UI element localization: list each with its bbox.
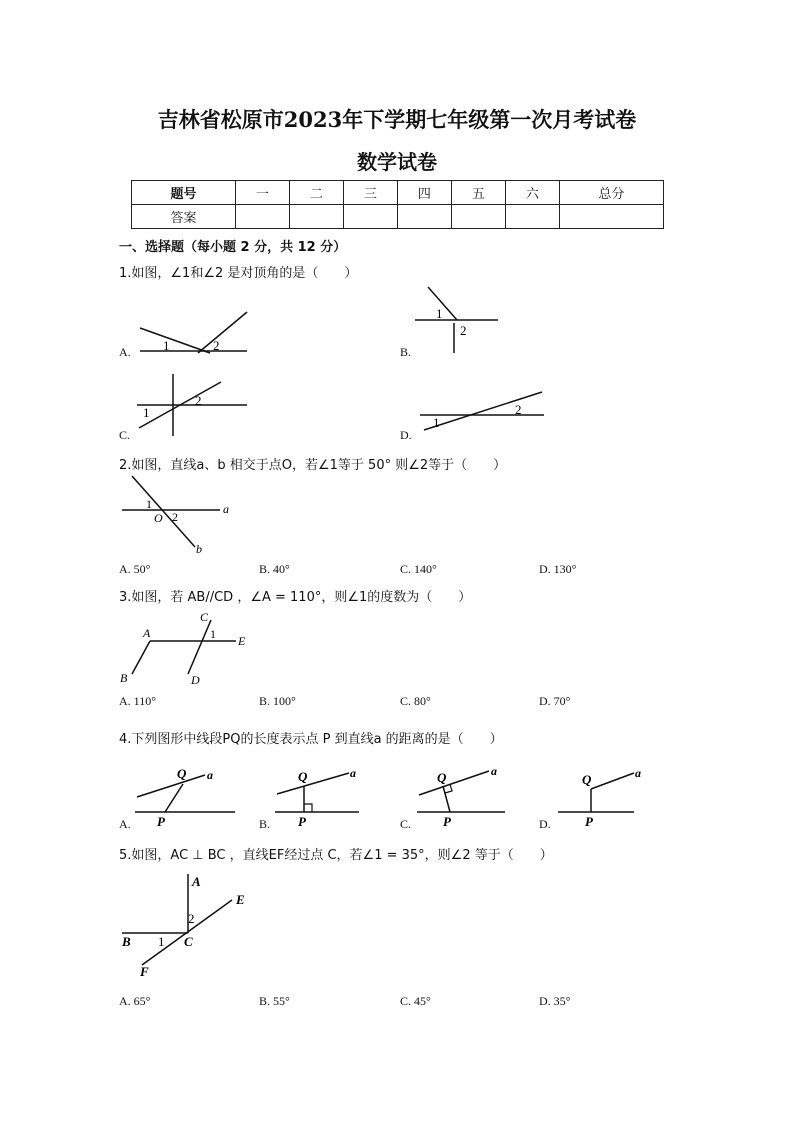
q5-option-a[interactable]: A. 65° xyxy=(119,994,151,1008)
answer-cell[interactable] xyxy=(451,205,505,229)
question-5-stem: 5.如图，AC ⊥ BC ，直线EF经过点 C，若∠1 = 35°，则∠2 等于（ ） xyxy=(119,848,553,863)
q2-option-d[interactable]: D. 130° xyxy=(539,562,577,576)
q3-option-a[interactable]: A. 110° xyxy=(119,694,157,708)
q5-option-b[interactable]: B. 55° xyxy=(259,994,290,1008)
point-label: P xyxy=(585,814,593,829)
point-label: B xyxy=(122,934,131,949)
q4-option-d[interactable]: D. xyxy=(539,817,551,831)
point-label: A xyxy=(192,874,201,889)
answer-cell[interactable] xyxy=(236,205,290,229)
point-label: Q xyxy=(582,772,592,787)
line-label: a xyxy=(207,768,213,782)
q2-option-c[interactable]: C. 140° xyxy=(400,562,437,576)
angle-label: 2 xyxy=(172,510,178,524)
exam-subtitle: 数学试卷 xyxy=(357,150,437,174)
q1-figure-c xyxy=(135,372,250,438)
line-label: a xyxy=(491,764,497,778)
q1-option-b[interactable]: B. xyxy=(400,345,412,359)
answer-cell[interactable] xyxy=(343,205,397,229)
angle-label: 2 xyxy=(213,338,220,353)
point-label: Q xyxy=(437,770,447,785)
angle-label: 1 xyxy=(436,306,443,321)
q5-option-d[interactable]: D. 35° xyxy=(539,994,571,1008)
angle-label: 2 xyxy=(515,402,522,417)
q2-option-b[interactable]: B. 40° xyxy=(259,562,290,576)
point-label: C xyxy=(184,934,193,949)
table-cell: 三 xyxy=(343,181,397,205)
q5-figure xyxy=(118,870,258,982)
table-cell: 题号 xyxy=(132,181,236,205)
score-table xyxy=(131,180,664,229)
point-label: F xyxy=(140,964,149,979)
q4-figure-d xyxy=(556,762,651,830)
q4-option-b[interactable]: B. xyxy=(259,817,271,831)
angle-label: 2 xyxy=(460,323,467,338)
point-label: E xyxy=(236,892,245,907)
answer-cell[interactable] xyxy=(559,205,663,229)
exam-title: 吉林省松原市2023年下学期七年级第一次月考试卷 xyxy=(157,107,637,132)
point-label: P xyxy=(157,814,165,829)
question-2-stem: 2.如图，直线a、b 相交于点O，若∠1等于 50° 则∠2等于（ ） xyxy=(119,458,507,473)
q1-figure-a xyxy=(135,310,255,360)
answer-cell[interactable] xyxy=(290,205,344,229)
q3-option-c[interactable]: C. 80° xyxy=(400,694,431,708)
answer-cell[interactable] xyxy=(397,205,451,229)
angle-label: 1 xyxy=(146,497,152,511)
q1-option-c[interactable]: C. xyxy=(119,428,131,442)
question-1-stem: 1.如图，∠1和∠2 是对顶角的是（ ） xyxy=(119,266,358,281)
angle-label: 1 xyxy=(210,627,216,641)
section-heading: 一、选择题（每小题 2 分，共 12 分） xyxy=(119,240,347,255)
point-label: B xyxy=(120,671,128,685)
q1-figure-d xyxy=(418,390,548,435)
q1-option-d[interactable]: D. xyxy=(400,428,412,442)
q3-option-b[interactable]: B. 100° xyxy=(259,694,296,708)
table-cell: 二 xyxy=(290,181,344,205)
point-label: Q xyxy=(177,766,187,781)
table-cell: 六 xyxy=(505,181,559,205)
table-cell: 五 xyxy=(451,181,505,205)
score-table-answer-row xyxy=(132,205,664,229)
line-label: a xyxy=(350,766,356,780)
point-label: P xyxy=(298,814,306,829)
q4-figure-b xyxy=(273,762,368,830)
q2-figure xyxy=(120,474,240,556)
question-3-stem: 3.如图，若 AB//CD ，∠A = 110°，则∠1的度数为（ ） xyxy=(119,590,472,605)
point-label: O xyxy=(154,511,163,525)
angle-label: 1 xyxy=(143,405,150,420)
q3-figure xyxy=(118,610,253,690)
angle-label: 1 xyxy=(158,934,165,949)
table-cell: 答案 xyxy=(132,205,236,229)
angle-label: 1 xyxy=(163,338,170,353)
question-4-stem: 4.下列图形中线段PQ的长度表示点 P 到直线a 的距离的是（ ） xyxy=(119,732,503,747)
angle-label: 1 xyxy=(433,415,440,430)
point-label: C xyxy=(200,610,209,624)
point-label: E xyxy=(238,634,246,648)
line-label: a xyxy=(223,502,229,516)
q4-option-a[interactable]: A. xyxy=(119,817,131,831)
point-label: D xyxy=(191,673,200,687)
line-label: a xyxy=(635,766,641,780)
point-label: Q xyxy=(298,769,308,784)
q5-option-c[interactable]: C. 45° xyxy=(400,994,431,1008)
point-label: A xyxy=(143,626,151,640)
answer-cell[interactable] xyxy=(505,205,559,229)
table-cell: 总分 xyxy=(559,181,663,205)
q4-option-c[interactable]: C. xyxy=(400,817,412,831)
table-cell: 四 xyxy=(397,181,451,205)
q1-figure-b xyxy=(410,285,505,357)
angle-label: 2 xyxy=(188,911,195,926)
q3-option-d[interactable]: D. 70° xyxy=(539,694,571,708)
table-cell: 一 xyxy=(236,181,290,205)
point-label: P xyxy=(443,814,451,829)
q4-figure-c xyxy=(415,762,515,830)
q4-figure-a xyxy=(133,762,243,830)
angle-label: 2 xyxy=(195,393,202,408)
line-label: b xyxy=(196,542,202,556)
q2-option-a[interactable]: A. 50° xyxy=(119,562,151,576)
score-table-header-row xyxy=(132,181,664,205)
q1-option-a[interactable]: A. xyxy=(119,345,131,359)
